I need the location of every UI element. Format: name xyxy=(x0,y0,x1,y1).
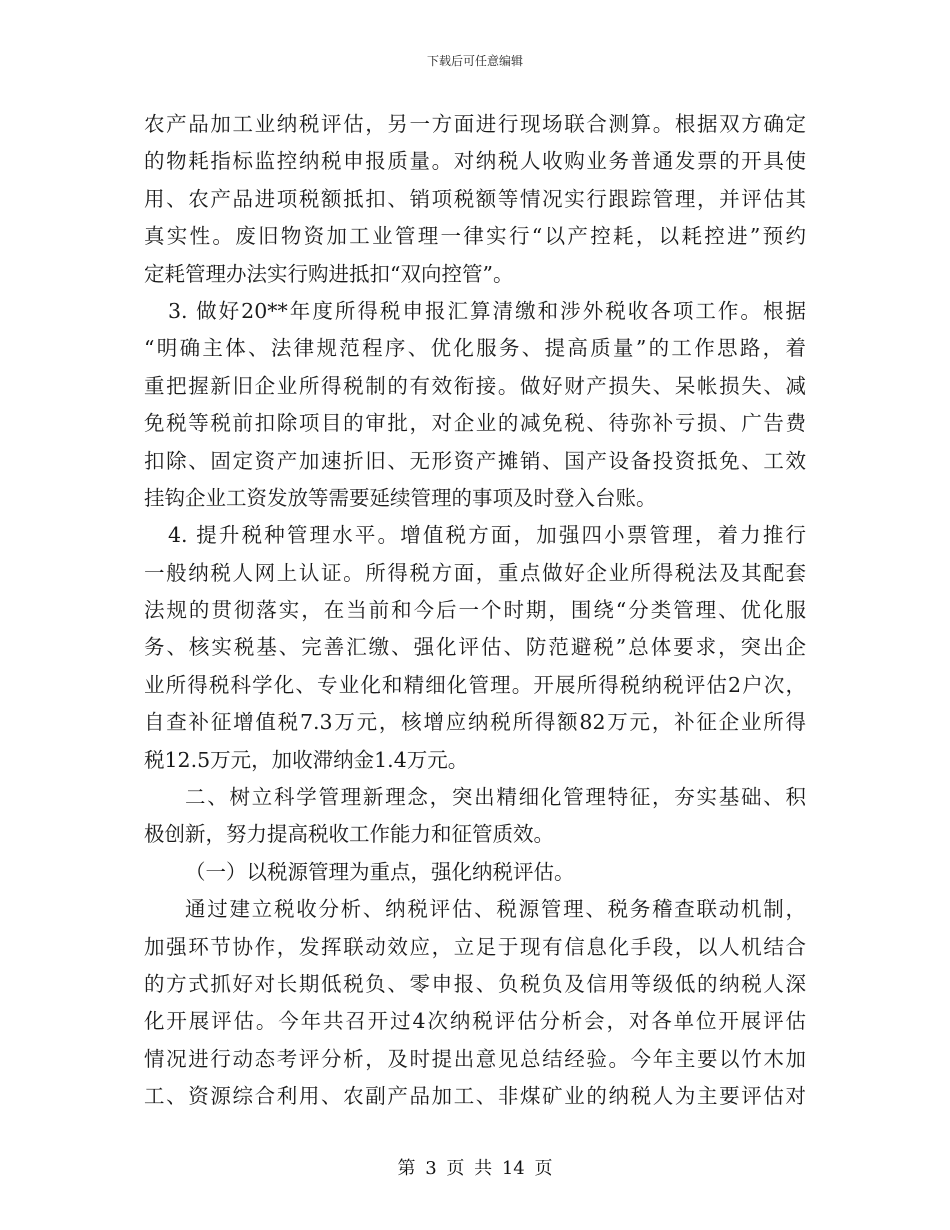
text-line: 务、核实税基、完善汇缴、强化评估、防范避税”总体要求，突出企 xyxy=(144,635,806,660)
text-line: 业所得税科学化、专业化和精细化管理。开展所得税纳税评估2户次， xyxy=(144,672,806,697)
text-line: 一般纳税人网上认证。所得税方面，重点做好企业所得税法及其配套 xyxy=(144,560,806,585)
text-line: 用、农产品进项税额抵扣、销项税额等情况实行跟踪管理，并评估其 xyxy=(144,186,806,211)
page-number: 第 3 页 共 14 页 xyxy=(397,1158,553,1179)
text-line: 税12.5万元，加收滞纳金1.4万元。 xyxy=(144,747,469,772)
text-line: 免税等税前扣除项目的审批，对企业的减免税、待弥补亏损、广告费 xyxy=(144,411,806,436)
text-line: 农产品加工业纳税评估，另一方面进行现场联合测算。根据双方确定 xyxy=(144,112,806,136)
text-line: 重把握新旧企业所得税制的有效衔接。做好财产损失、呆帐损失、减 xyxy=(144,373,806,398)
section-heading: （一）以税源管理为重点，强化纳税评估。 xyxy=(185,859,575,884)
text-line: 情况进行动态考评分析，及时提出意见总结经验。今年主要以竹木加 xyxy=(144,1046,806,1071)
text-line: 通过建立税收分析、纳税评估、税源管理、税务稽查联动机制， xyxy=(185,897,806,922)
text-line: 真实性。废旧物资加工业管理一律实行“以产控耗，以耗控进”预约 xyxy=(144,224,806,249)
text-line: 加强环节协作，发挥联动效应，立足于现有信息化手段，以人机结合 xyxy=(144,934,806,959)
text-line: 工、资源综合利用、农副产品加工、非煤矿业的纳税人为主要评估对 xyxy=(144,1084,806,1109)
text-line: 的方式抓好对长期低税负、零申报、负税负及信用等级低的纳税人深 xyxy=(144,971,806,996)
text-line: 定耗管理办法实行购进抵扣“双向控管”。 xyxy=(144,261,514,286)
page-header-note: 下载后可任意编辑 xyxy=(426,54,523,68)
text-line: 4. 提升税种管理水平。增值税方面，加强四小票管理，着力推行 xyxy=(168,523,806,548)
text-line: 化开展评估。今年共召开过4次纳税评估分析会，对各单位开展评估 xyxy=(144,1009,806,1034)
text-line: 法规的贯彻落实，在当前和今后一个时期，围绕“分类管理、优化服 xyxy=(144,598,806,623)
text-line: 挂钩企业工资发放等需要延续管理的事项及时登入台账。 xyxy=(144,485,657,510)
text-line: 3. 做好20**年度所得税申报汇算清缴和涉外税收各项工作。根据 xyxy=(168,298,806,323)
text-line: 自查补征增值税7.3万元，核增应纳税所得额82万元，补征企业所得 xyxy=(144,710,806,735)
text-line: “明确主体、法律规范程序、优化服务、提高质量”的工作思路，着 xyxy=(144,336,806,361)
text-line: 极创新，努力提高税收工作能力和征管质效。 xyxy=(144,822,554,847)
text-line: 二、树立科学管理新理念，突出精细化管理特征，夯实基础、积 xyxy=(185,785,806,810)
text-line: 的物耗指标监控纳税申报质量。对纳税人收购业务普通发票的开具使 xyxy=(144,149,806,174)
body-text xyxy=(144,106,806,1116)
text-line: 扣除、固定资产加速折旧、无形资产摊销、国产设备投资抵免、工效 xyxy=(144,448,806,473)
